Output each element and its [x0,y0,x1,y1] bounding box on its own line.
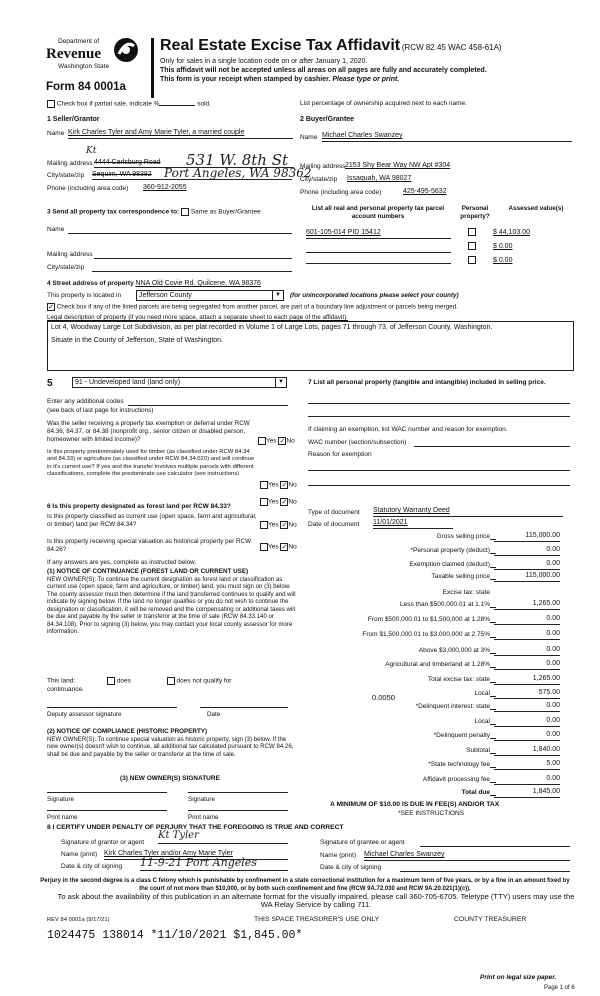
tax-row-value[interactable]: 0.00 [494,717,560,727]
doc-type-label: Type of document [308,509,360,516]
sec8-heading: 8 I CERTIFY UNDER PENALTY OF PERJURY THAT THE FOREGOING IS TRUE AND CORRECT [47,824,344,831]
uninc-note: (for unincorporated locations please select your county) [290,292,459,299]
sec6-q2-options: Yes ✓No [260,521,297,530]
parcel-field-2[interactable] [306,252,451,253]
buyer-phone-field[interactable]: 425-495-5632 [403,188,447,195]
tax-row-value[interactable]: 0.00 [494,702,560,712]
local-rate: 0.0050 [372,693,395,702]
tax-row-label: From $1,500,000.01 to $3,000,000 at 2.75% [362,631,490,638]
deputy-label: Deputy assessor signature [47,711,122,718]
seller-mail-new[interactable]: 531 W. 8th St [186,151,289,169]
continuance-label: continuance. [47,686,84,693]
tax-row-label: Affidavit processing fee [422,776,490,783]
tax-row-label: *Delinquent interest: state [415,703,490,710]
owner-signature-field-2[interactable] [188,792,288,793]
tax-row-value[interactable]: 1,265.00 [494,600,560,610]
owner-sig-label-2: Signature [188,796,215,803]
tax-row-leader [490,579,496,580]
see-back-note: (see back of last page for instructions) [47,407,154,414]
cashier-stamp: 1024475 138014 *11/10/2021 $1,845.00* [47,929,303,942]
parcel-col-header: List all real and personal property tax parcel account numbers [311,205,445,220]
grantor-name-label: Name (print) [61,851,98,858]
q1-yes-checkbox[interactable] [258,437,266,445]
located-label: This property is located in [47,292,122,299]
tax-row-label: From $500,000.01 to $1,500,000 at 1.28% [367,616,490,623]
grantee-name-label: Name (print) [320,852,357,859]
seller-initial-mark: Kt [86,146,97,156]
seller-phone-field[interactable]: 360-912-2055 [143,184,187,191]
owner-print-field-1[interactable] [47,810,167,811]
wac-label: WAC number (section/subsection) [308,439,407,446]
page-title: Real Estate Excise Tax Affidavit (RCW 82.45 WAC 458-61A) [160,37,502,54]
forest-yes-checkbox[interactable] [260,498,268,506]
tax-row-value[interactable]: 0.00 [494,615,560,625]
tax-row-leader [490,795,496,796]
owner-signature-field-1[interactable] [47,792,167,793]
seller-heading: 1 Seller/Grantor [47,116,100,123]
tax-row-label: *Personal property (deduct) [410,547,490,554]
grantor-date-label: Date & city of signing [61,863,123,870]
county-treasurer-label: COUNTY TREASURER [454,916,527,923]
segregated-checkbox[interactable]: ✓ [48,304,54,311]
sec3-name-field[interactable] [68,233,292,234]
tax-row-label: Agricultural and timberland at 1.28% [385,661,490,668]
treasurer-space-label: THIS SPACE TREASURER'S USE ONLY [254,916,380,923]
rev-label: REV 84 0001a (9/17/21) [47,917,110,923]
tax-row-value[interactable]: 1,265.00 [494,675,560,685]
sec7-label: 7 List all personal property (tangible and intangible) included in selling price. [308,379,546,386]
current-use-no-checkbox[interactable]: ✓ [281,522,288,529]
reason-field-2[interactable] [308,485,570,486]
forest-no-checkbox[interactable]: ✓ [281,499,288,506]
doc-date-label: Date of document [308,521,360,528]
sec3-mail-label: Mailing address [47,251,93,258]
buyer-heading: 2 Buyer/Grantee [300,116,355,123]
wac-field[interactable] [414,446,570,447]
tax-row-leader [490,738,496,739]
buyer-city-label: City/state/zip [300,176,338,183]
tax-row-leader [490,696,496,697]
partial-sale-row: Check box if partial sale, indicate % sold. [47,100,211,109]
doc-date-field[interactable]: 11/01/2021 [373,519,453,529]
owner-sig-label-1: Signature [47,796,74,803]
sec3-city-label: City/state/zip [47,264,85,271]
minimum-due-note: A MINIMUM OF $10.00 IS DUE IN FEE(S) AND/OR TAX [330,801,500,808]
land-use-select[interactable]: 91 - Undeveloped land (land only) ▼ [72,377,287,388]
additional-codes-label: Enter any additional codes [47,398,124,405]
chevron-down-icon[interactable]: ▼ [272,291,283,300]
tax-row-value[interactable]: 0.00 [494,646,560,656]
perjury-note: Perjury in the second degree is a class C felony which is punishable by confinement in a state correctional institution for a maximum term of five years, or by a fine in an amount fixed by the court of not more than $10,000, or by both such confinement and fine (RCW 9A.72.030 and RCW 9A.20.021(1)(c)). [40,878,570,892]
grantee-date-field[interactable] [400,871,570,872]
tax-row-label: *State technology fee [428,761,490,768]
notice2-heading: (2) NOTICE OF COMPLIANCE (HISTORIC PROPERTY) [47,728,208,735]
tax-row-label: *Delinquent penalty [433,732,490,739]
tax-row-label: Local [474,718,490,725]
dor-logo [46,38,146,84]
parcel-field-3[interactable] [306,263,451,264]
notice3-heading: (3) NEW OWNER(S) SIGNATURE [120,775,220,782]
personal-prop-checkbox-3[interactable] [468,256,476,264]
q1-no-checkbox[interactable]: ✓ [279,438,286,445]
grantee-sig-label: Signature of grantee or agent [320,839,405,846]
buyer-name-label: Name [300,134,318,141]
does-not-checkbox[interactable] [167,677,175,685]
tax-row-label: Total excise tax: state [427,676,490,683]
partial-sale-checkbox[interactable] [47,100,55,108]
doc-type-field[interactable]: Statutory Warranty Deed [373,507,563,517]
deputy-date-field[interactable] [200,707,288,708]
deputy-signature-field[interactable] [47,707,177,708]
grantee-name-field[interactable]: Michael Charles Swanzey [364,851,570,861]
tax-row-leader [490,553,496,554]
sec4-label: 4 Street address of property NNA Old Covie Rd. Quilcene, WA 98376 [47,280,261,287]
sec3-name-label: Name [47,226,65,233]
tax-row-value[interactable]: 575.00 [494,689,560,699]
seller-mail-old: 4444 Carlsburg Road [94,159,161,166]
property-address-field[interactable]: NNA Old Covie Rd. Quilcene, WA 98376 [135,280,261,287]
tax-row-value[interactable]: 0.00 [494,775,560,785]
owner-print-field-2[interactable] [188,810,288,811]
tax-row-label: Subtotal [466,747,490,754]
see-instructions-note: *SEE INSTRUCTIONS [398,810,465,817]
seller-name-field[interactable]: Kirk Charles Tyler and Amy Marie Tyler, a married couple [68,129,293,139]
tax-row-value[interactable]: 115,000.00 [494,532,560,542]
tax-row-leader [490,709,496,710]
tax-row-leader [490,682,496,683]
form-number: Form 84 0001a [46,81,126,93]
tax-row-value[interactable]: 0.00 [494,660,560,670]
tax-row-label: Less than $500,000.01 at 1.1% [400,601,490,608]
tax-row-value[interactable]: 0.00 [494,560,560,570]
sec5-q1-options: Yes ✓No [258,437,295,446]
reason-label: Reason for exemption [308,451,372,458]
chevron-down-icon[interactable]: ▼ [275,378,286,387]
tax-row-leader [490,724,496,725]
does-checkbox[interactable] [107,677,115,685]
tax-row-value[interactable]: 1,840.00 [494,746,560,756]
reason-field-1[interactable] [308,470,570,471]
grantor-signature[interactable]: Kt Tyler [158,830,288,844]
sec5-q2-options: Yes ✓No [260,481,297,490]
notice1-heading: (1) NOTICE OF CONTINUANCE (FOREST LAND OR CURRENT USE) [47,568,249,575]
parcel-field-1[interactable]: 601-105-014 PID 15412 [306,229,451,239]
legal-label: Legal description of property (if you need more space, attach a separate sheet to each page of the affidavit). [47,314,348,321]
legal-description-field[interactable]: Lot 4, Woodway Large Lot Subdivision, as per plat recorded in Volume 1 of Large Lots, pages 71 through 73, of Jefferson County, Washington. Situate in the County of Jefferson, State of Washington. [47,321,574,371]
grantor-sig-label: Signature of grantor or agent [61,839,145,846]
sec3-label: 3 Send all property tax correspondence to: Same as Buyer/Grantee [47,208,261,216]
sec6-q3-options: Yes ✓No [260,543,297,552]
if-yes-note: If any answers are yes, complete as instructed below. [47,559,197,566]
historic-no-checkbox[interactable]: ✓ [281,544,288,551]
tax-row-label: Exemption claimed (deduct) [409,561,490,568]
grantor-date-field[interactable]: 11-9-21 Port Angeles [140,856,288,871]
sec6-q1: 6 Is this property designated as forest land per RCW 84.33? [47,503,231,510]
buyer-phone-label: Phone (including area code) [300,189,382,196]
personal-prop-field-1[interactable] [308,403,570,404]
tax-row-label: Local [474,690,490,697]
assessed-value-1[interactable]: $ 44,103.00 [493,229,530,236]
sec3-mail-field[interactable] [94,258,292,259]
legal-paper-note: Print on legal size paper. [480,974,557,981]
grantee-date-label: Date & city of signing [320,864,382,871]
dept-label: Department of [58,38,100,45]
assessed-value-2[interactable]: $ 0.00 [493,243,513,250]
sec3-city-field[interactable] [92,271,292,272]
personal-prop-checkbox-1[interactable] [468,228,476,236]
tax-row-value[interactable]: 1,845.00 [494,788,560,798]
seller-city-label: City/state/zip [47,172,85,179]
deputy-date-label: Date [207,711,221,718]
owner-print-label-2: Print name [188,814,219,821]
tax-row-value[interactable]: 0.00 [494,630,560,640]
buyer-mail-field[interactable]: 2153 Shy Bear Way NW Apt #304 [345,162,451,169]
tax-row-leader [490,667,496,668]
additional-codes-field[interactable] [128,405,288,406]
tax-row-leader [490,637,496,638]
page-number: Page 1 of 6 [544,985,575,991]
personal-prop-checkbox-2[interactable] [468,242,476,250]
tax-row-leader [490,653,496,654]
tax-row-leader [490,567,496,568]
seller-mail-label: Mailing address [47,160,93,167]
buyer-mail-label: Mailing address [300,163,346,170]
sec6-q3: Is this property receiving special valuation as historical property per RCW 84.26? [47,538,252,553]
assessed-value-3[interactable]: $ 0.00 [493,257,513,264]
sec6-q1-options: Yes ✓No [260,498,297,507]
logo-icon [112,36,140,64]
exemption-label: If claiming an exemption, list WAC number and reason for exemption. [308,426,508,433]
county-select[interactable]: Jefferson County ▼ [136,290,284,301]
tax-row-label: Gross selling price [436,533,490,540]
tax-row-label: Above $3,000,000 at 3% [418,647,490,654]
accessibility-note: To ask about the availability of this publication in an alternate format for the visually impaired, please call 360-705-6705. Teletype (TTY) users may use the WA Relay Service by calling 711. [57,892,575,910]
sec6-q2: Is this property classified as current use (open space, farm and agricultural, or timber) land per RCW 84.34? [47,513,257,528]
segregated-row: ✓ Check box if any of the listed parcels are being segregated from another parcel, are part of a boundary line adjustment or parcels being merged. [48,303,458,311]
owner-print-label-1: Print name [47,814,78,821]
sec5-q2: Is this property predominately used for timber (as classified under RCW 84.34 and 84.33) or agriculture (as classified under RCW 84.34.020) and will continue in it's current use? If yes and the transfer involves multiple parcels with different classifications, complete the predominate use calculator (see instructions) [47,449,255,478]
ownership-note: List percentage of ownership acquired next to each name. [300,100,467,107]
notice2-text: NEW OWNER(S): To continue special valuation as historic property, sign (3) below. If the new owner(s) doesn't wish to continue, all additional tax calculated pursuant to RCW 84.26, shall be due and payable by the seller or transferor at the time of sale. [47,736,294,758]
same-as-buyer-checkbox[interactable] [181,208,189,216]
historic-yes-checkbox[interactable] [260,543,268,551]
tax-row-leader [490,782,496,783]
land-qualify-row: This land: does does not qualify for [47,677,232,685]
tax-row-leader [490,622,496,623]
tax-row-leader [490,607,496,608]
tax-row-label: Excise tax: state [442,589,490,596]
tax-row-value[interactable]: 0.00 [494,546,560,556]
personal-prop-field-2[interactable] [308,416,570,417]
assessed-col-header: Assessed value(s) [508,205,564,212]
seller-name-label: Name [47,130,65,137]
tax-row-label: Total due [461,789,490,796]
buyer-name-field[interactable]: Michael Charles Swanzey [322,132,572,142]
grantor-name-field[interactable]: Kirk Charles Tyler and/or Amy Marie Tyler [104,850,288,860]
tax-row-leader [490,539,496,540]
tax-row-value[interactable]: 0.00 [494,731,560,741]
state-label: Washington State [58,63,110,70]
sec5-q1: Was the seller receiving a property tax exemption or deferral under RCW 84.36, 84.37, or 84.38 (nonprofit org., senior citizen or disabled person, homeowner with limited income)? [47,420,250,443]
personal-col-header: Personal property? [460,205,490,220]
seller-city-new[interactable]: Port Angeles, WA 98362 [164,166,312,180]
grantee-signature-field[interactable] [420,846,570,847]
header-notes: Only for sales in a single location code on or after January 1, 2020. This affidavit will not be accepted unless all areas on all pages are fully and accurately completed. This form is your receipt when stamped by cashier. Please type or print. [160,58,487,83]
header-divider [151,38,154,98]
tax-row-value[interactable]: 115,000.00 [494,572,560,582]
seller-city-old: Sequim, WA 98382 [92,171,152,178]
seller-phone-label: Phone (including area code) [47,185,129,192]
buyer-city-field[interactable]: Issaquah, WA 98027 [347,175,412,182]
q2-no-checkbox[interactable]: ✓ [281,482,288,489]
tax-row-leader [490,753,496,754]
sec5-number: 5 [47,378,53,389]
revenue-label: Revenue [46,46,101,62]
tax-row-label: Taxable selling price [431,573,490,580]
tax-row-value[interactable]: 5.00 [494,760,560,770]
q2-yes-checkbox[interactable] [260,481,268,489]
current-use-yes-checkbox[interactable] [260,521,268,529]
tax-row-leader [490,767,496,768]
notice1-text: NEW OWNER(S): To continue the current designation as forest land or classification as current use (open space, farm and agriculture, or timber) land, you must sign on (3) below. The county assessor must then determine if the land transferred continues to qualify and will indicate by signing below. If the land no longer qualifies or you do not wish to continue the designation or classification, it will be removed and the compensating or additional taxes will be due and payable by the seller or transferor at the time of sale (RCW 84.33.140 or 84.34.108). Prior to signing (3) below, you may contact your local county assessor for more information. [47,576,296,635]
